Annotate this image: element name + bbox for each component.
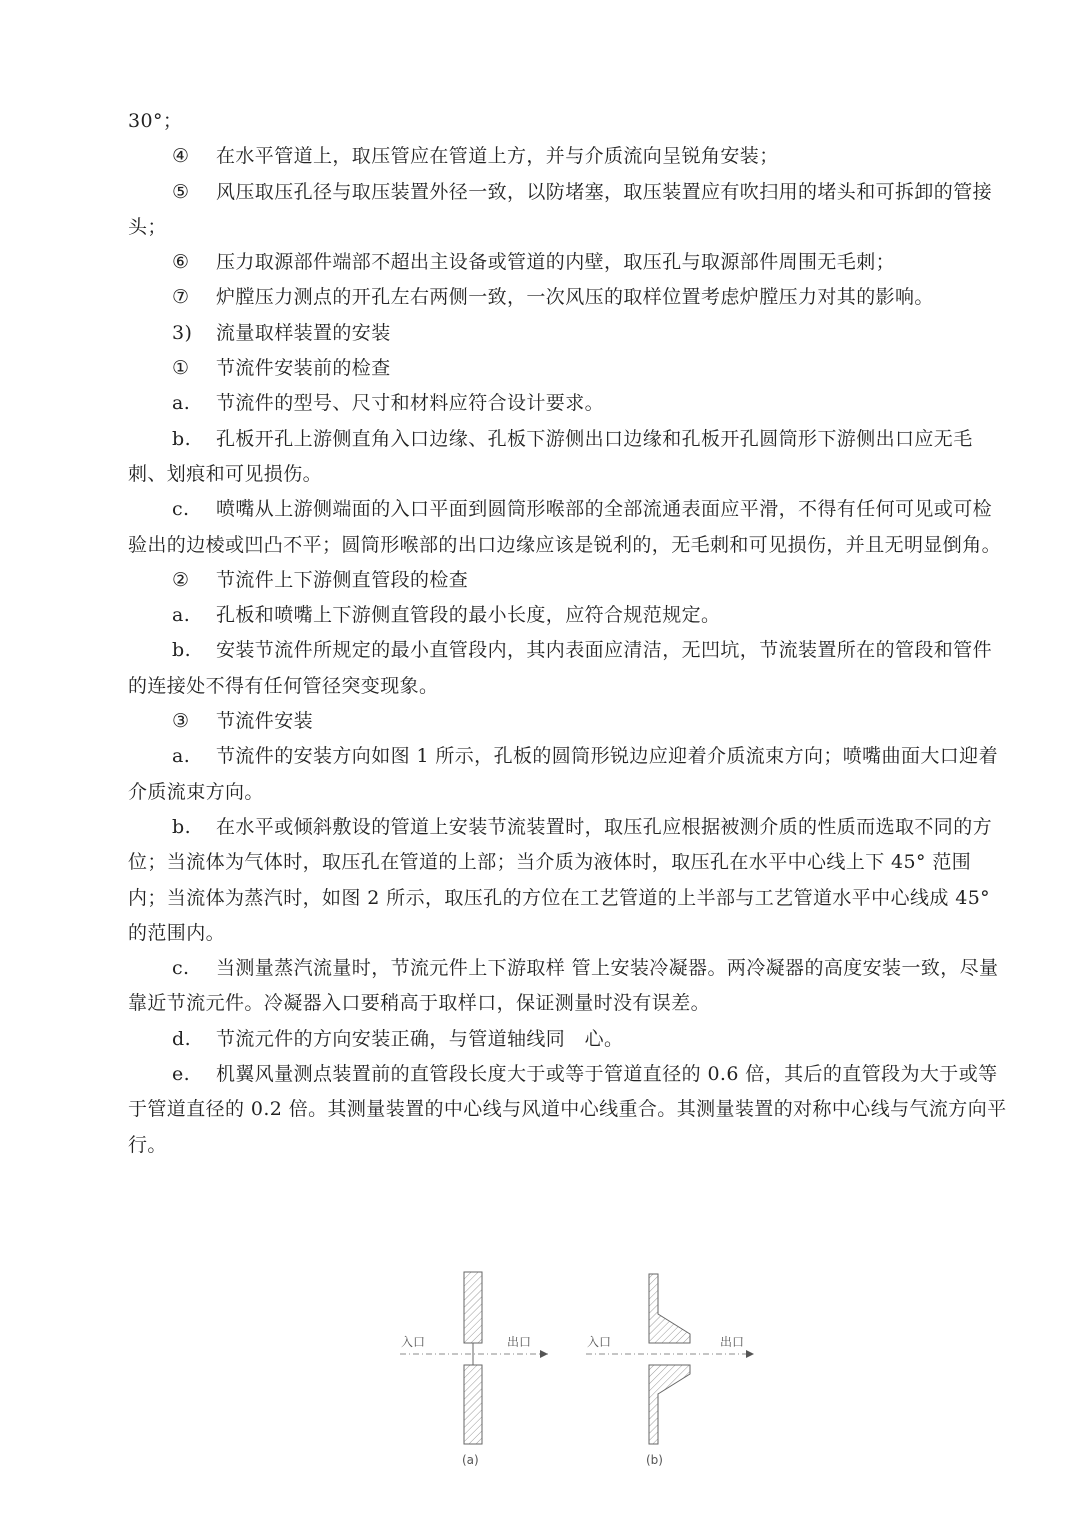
- list-marker: ⑤: [172, 180, 190, 203]
- figure-caption: (b): [646, 1453, 663, 1467]
- paragraph-text: 压力取源部件端部不超出主设备或管道的内壁，取压孔与取源部件周围无毛刺；: [216, 251, 896, 274]
- paragraph-text: 30°；: [128, 110, 183, 132]
- body-text: [128, 104, 1008, 1163]
- paragraph-text: 节流件的型号、尺寸和材料应符合设计要求。: [216, 392, 605, 415]
- nozzle-diagram: [586, 1274, 754, 1467]
- list-marker: d.: [172, 1027, 192, 1050]
- paragraph-text: 机翼风量测点装置前的直管段长度大于或等于管道直径的 0.6 倍，其后的直管段为大于或等于管道直径的 0.2 倍。其测量装置的中心线与风道中心线重合。其测量装置的对称中心线与气流方向平行。: [128, 1063, 1007, 1156]
- subsection-heading: [128, 563, 1008, 598]
- subsection-heading: [128, 351, 1008, 386]
- list-marker: c.: [172, 957, 190, 980]
- list-marker: a.: [172, 604, 191, 627]
- list-marker: b.: [172, 815, 192, 838]
- paragraph-text: 节流件上下游侧直管段的检查: [216, 568, 469, 591]
- paragraph: [128, 1057, 1008, 1163]
- list-marker: b.: [172, 639, 192, 662]
- paragraph: [128, 1022, 1008, 1057]
- list-marker: a.: [172, 392, 191, 415]
- paragraph: [128, 739, 1008, 810]
- nozzle-upper: [649, 1274, 690, 1343]
- inlet-label: 入口: [401, 1335, 426, 1349]
- paragraph-text: 安装节流件所规定的最小直管段内，其内表面应清洁，无凹坑，节流装置所在的管段和管件的连接处不得有任何管径突变现象。: [128, 639, 993, 697]
- throttle-device-figure: [0, 1262, 1080, 1492]
- list-marker: ⑥: [172, 251, 190, 274]
- list-marker: ⑦: [172, 286, 190, 309]
- arrow-head-icon: [540, 1350, 548, 1358]
- paragraph: [128, 598, 1008, 633]
- paragraph: [128, 951, 1008, 1022]
- paragraph-text: 节流元件的方向安装正确，与管道轴线同 心。: [216, 1027, 624, 1050]
- paragraph-text: 炉膛压力测点的开孔左右两侧一致，一次风压的取样位置考虑炉膛压力对其的影响。: [216, 286, 934, 309]
- paragraph-text: 喷嘴从上游侧端面的入口平面到圆筒形喉部的全部流通表面应平滑，不得有任何可见或可检验出的边棱或凹凸不平；圆筒形喉部的出口边缘应该是锐利的，无毛刺和可见损伤，并且无明显倒角。: [128, 498, 1002, 556]
- list-marker: e.: [172, 1063, 191, 1086]
- paragraph-text: 节流件安装前的检查: [216, 357, 391, 380]
- paragraph: [128, 633, 1008, 704]
- paragraph: [128, 492, 1008, 563]
- list-marker: b.: [172, 427, 192, 450]
- paragraph-text: 节流件的安装方向如图 1 所示，孔板的圆筒形锐边应迎着介质流束方向；喷嘴曲面大口迎着介质流束方向。: [128, 745, 998, 803]
- paragraph: [128, 175, 1008, 246]
- outlet-label: 出口: [720, 1335, 745, 1349]
- figure-caption: (a): [462, 1453, 479, 1467]
- list-marker: 3): [172, 321, 193, 344]
- paragraph-text: 当测量蒸汽流量时，节流元件上下游取样 管上安装冷凝器。两冷凝器的高度安装一致，尽量靠近节流元件。冷凝器入口要稍高于取样口，保证测量时没有误差。: [128, 957, 999, 1015]
- paragraph-text: 流量取样装置的安装: [216, 321, 391, 344]
- list-marker: c.: [172, 498, 190, 521]
- paragraph-text: 孔板开孔上游侧直角入口边缘、孔板下游侧出口边缘和孔板开孔圆筒形下游侧出口应无毛刺、划痕和可见损伤。: [128, 427, 973, 485]
- inlet-label: 入口: [587, 1335, 612, 1349]
- orifice-plate-upper: [464, 1272, 482, 1343]
- paragraph: [128, 139, 1008, 174]
- paragraph-text: 在水平管道上，取压管应在管道上方，并与介质流向呈锐角安装；: [216, 145, 779, 168]
- subsection-heading: [128, 704, 1008, 739]
- orifice-plate-lower: [464, 1365, 482, 1444]
- list-marker: a.: [172, 745, 191, 768]
- paragraph-text: 孔板和喷嘴上下游侧直管段的最小长度，应符合规范规定。: [216, 604, 721, 627]
- paragraph: [128, 245, 1008, 280]
- orifice-plate-diagram: [400, 1272, 548, 1467]
- paragraph: [128, 386, 1008, 421]
- section-heading: [128, 316, 1008, 351]
- paragraph: [128, 280, 1008, 315]
- nozzle-lower: [649, 1365, 690, 1444]
- paragraph-text: 在水平或倾斜敷设的管道上安装节流装置时，取压孔应根据被测介质的性质而选取不同的方位；当流体为气体时，取压孔在管道的上部；当介质为液体时，取压孔在水平中心线上下 45° 范围内；当流体为蒸汽时，如图 2 所示，取压孔的方位在工艺管道的上半部与工艺管道水平中心线成 45° 的范围内。: [128, 815, 993, 944]
- figure-drawing: [0, 1262, 1080, 1492]
- paragraph: [128, 422, 1008, 493]
- list-marker: ③: [172, 710, 190, 733]
- paragraph-text: 风压取压孔径与取压装置外径一致，以防堵塞，取压装置应有吹扫用的堵头和可拆卸的管接头；: [128, 180, 993, 238]
- list-marker: ①: [172, 357, 190, 380]
- paragraph: [128, 810, 1008, 951]
- paragraph-text: 节流件安装: [216, 710, 314, 733]
- arrow-head-icon: [746, 1350, 754, 1358]
- paragraph: [128, 104, 1008, 139]
- list-marker: ④: [172, 145, 190, 168]
- list-marker: ②: [172, 568, 190, 591]
- outlet-label: 出口: [507, 1335, 532, 1349]
